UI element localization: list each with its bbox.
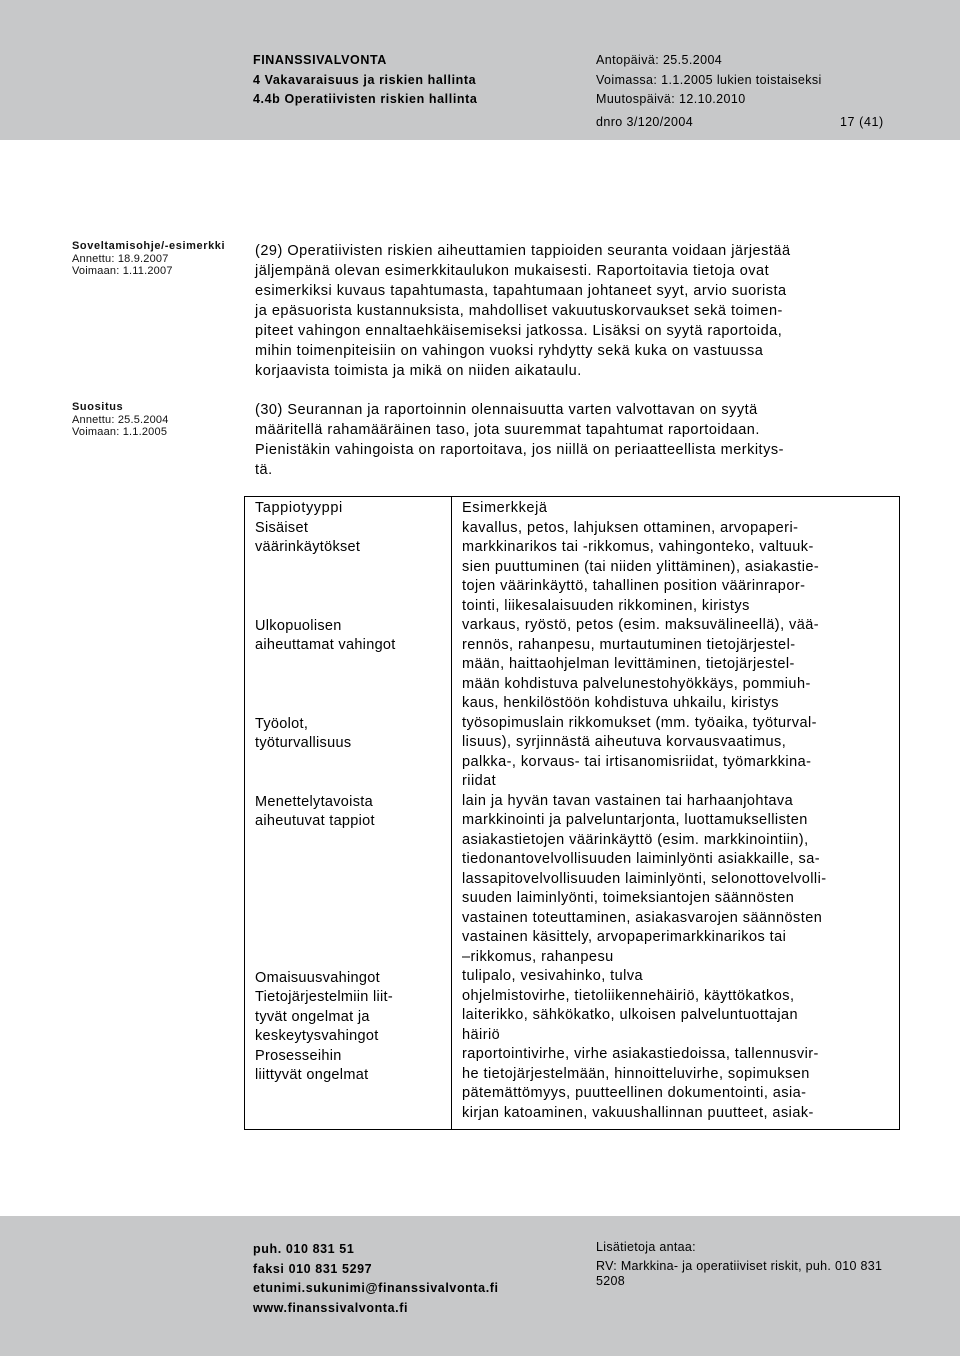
chapter-title: 4 Vakavaraisuus ja riskien hallinta [253, 72, 477, 87]
text-line: väärinkäytökset [255, 539, 361, 555]
fax-number: faksi 010 831 5297 [253, 1261, 373, 1276]
text-line: riidat [462, 773, 497, 789]
loss-type-column [245, 497, 452, 1130]
table-row [245, 497, 900, 1130]
side-note-effective: Voimaan: 1.1.2005 [72, 426, 168, 439]
text-line: markkinointi ja palveluntarjonta, luottamuksellisten [462, 812, 808, 828]
text-line: esimerkiksi kuvaus tapahtumasta, tapahtumaan johtaneet syyt, arvio suorista [255, 283, 787, 299]
text-line: aiheutuvat tappiot [255, 813, 375, 829]
modified-date: Muutospäivä: 12.10.2010 [596, 92, 746, 106]
text-line: lisuus), syrjinnästä aiheutuva korvausvaatimus, [462, 734, 787, 750]
text-line: työturvallisuus [255, 735, 352, 751]
examples-cell [462, 616, 899, 714]
text-line: tojen väärinkäyttö, tahallinen position väärinrapor- [462, 578, 806, 594]
text-line: –rikkomus, rahanpesu [462, 948, 614, 965]
loss-type-cell [255, 519, 451, 558]
text-line: mihin toimenpiteisiin on vahingon vuoksi ryhdytty sekä kuka on vastuussa [255, 343, 764, 359]
text-line: mään, haittaohjelman levittäminen, tietojärjestel- [462, 656, 795, 672]
text-line: työsopimuslain rikkomukset (mm. työaika, työturval- [462, 714, 817, 731]
text-line: tiedonantovelvollisuuden laiminlyönti asiakkaille, sa- [462, 851, 820, 867]
further-info [596, 1240, 886, 1290]
text-line: piteet vahingon ennaltaehkäisemiseksi jatkossa. Lisäksi on syytä raportoida, [255, 323, 783, 339]
paragraph-30 [255, 400, 895, 480]
text-line: lain ja hyvän tavan vastainen tai harhaanjohtava [462, 792, 794, 809]
text-line: Työolot, [255, 715, 309, 732]
text-line: kirjan katoaminen, vakuushallinnan puutteet, asiak- [462, 1104, 814, 1121]
examples-cell [462, 987, 899, 1046]
text-line: ohjelmistovirhe, tietoliikennehäiriö, käyttökatkos, [462, 987, 795, 1004]
section-title: 4.4b Operatiivisten riskien hallinta [253, 92, 478, 106]
side-note-effective: Voimaan: 1.11.2007 [72, 265, 173, 278]
text-line: Tietojärjestelmiin liit- [255, 989, 393, 1005]
text-line: tyvät ongelmat ja [255, 1008, 370, 1025]
text-line: markkinarikos tai -rikkomus, vahingonteko, valtuuk- [462, 539, 814, 555]
text-line: ja epäsuorista kustannuksista, mahdolliset vakuutuskorvaukset sekä toimen- [255, 303, 783, 319]
loss-type-cell [255, 988, 451, 1047]
text-line: lassapitovelvollisuuden laiminlyönti, selonottovelvolli- [462, 870, 827, 887]
header-left [253, 51, 477, 110]
examples-cell [462, 714, 899, 792]
text-line: mään kohdistuva palvelunestohyökkäys, pommiuh- [462, 675, 811, 692]
paragraph-29 [255, 241, 895, 381]
text-line: (29) Operatiivisten riskien aiheuttamien tappioiden seuranta voidaan järjestää [255, 243, 791, 259]
text-line: häiriö [462, 1026, 501, 1043]
text-line: vastainen toteuttaminen, asiakasvarojen säännösten [462, 909, 823, 926]
email-address[interactable]: etunimi.sukunimi@finanssivalvonta.fi [253, 1281, 499, 1295]
examples-column [452, 497, 900, 1130]
text-line: korjaavista toimista ja mikä on niiden aikataulu. [255, 363, 582, 379]
text-line: (30) Seurannan ja raportoinnin olennaisuutta varten valvottavan on syytä [255, 402, 758, 418]
text-line: Pienistäkin vahingoista on raportoitava, jos niillä on periaatteellista merkitys- [255, 442, 784, 458]
org-name: FINANSSIVALVONTA [253, 53, 387, 67]
text-line: laiterikko, sähkökatko, ulkoisen palveluntuottajan [462, 1007, 799, 1023]
loss-type-cell [255, 1047, 451, 1086]
loss-type-cell [255, 969, 451, 989]
side-note-issued: Annettu: 18.9.2007 [72, 252, 169, 265]
side-note-guidance [72, 240, 225, 278]
website-link[interactable]: www.finanssivalvonta.fi [253, 1300, 409, 1315]
text-line: tä. [255, 462, 273, 478]
text-line: palkka-, korvaus- tai irtisanomisriidat, työmarkkina- [462, 753, 812, 770]
text-line: aiheuttamat vahingot [255, 637, 396, 653]
loss-type-cell [255, 715, 451, 754]
text-line: he tietojärjestelmään, hinnoitteluvirhe, sopimuksen [462, 1065, 810, 1082]
side-note-issued: Annettu: 25.5.2004 [72, 413, 169, 426]
text-line: sien puuttuminen (tai niiden ylittäminen), asiakastie- [462, 558, 820, 575]
text-line: pätemättömyys, puutteellinen dokumentointi, asia- [462, 1085, 807, 1101]
issue-date: Antopäivä: 25.5.2004 [596, 53, 723, 67]
loss-type-cell [255, 617, 451, 656]
examples-cell [462, 792, 899, 968]
text-line: raportointivirhe, virhe asiakastiedoissa, tallennusvir- [462, 1046, 819, 1062]
loss-type-table [244, 496, 900, 1130]
side-note-title: Soveltamisohje/-esimerkki [72, 240, 226, 252]
text-line: keskeytysvahingot [255, 1028, 379, 1044]
text-line: liittyvät ongelmat [255, 1067, 369, 1083]
examples-cell [462, 519, 899, 617]
side-note-title: Suositus [72, 401, 124, 413]
header-right [596, 51, 822, 110]
text-line: määritellä rahamääräinen taso, jota suuremmat tapahtumat raportoidaan. [255, 422, 760, 438]
text-line: kavallus, petos, lahjuksen ottaminen, arvopaperi- [462, 519, 799, 536]
text-line: rennös, rahanpesu, murtautuminen tietojärjestel- [462, 636, 796, 653]
further-info-label: Lisätietoja antaa: [596, 1240, 696, 1254]
text-line: Omaisuusvahingot [255, 969, 380, 986]
text-line: varkaus, ryöstö, petos (esim. maksuvälineellä), vää- [462, 617, 820, 633]
column-header-examples: Esimerkkejä [462, 500, 548, 516]
text-line: asiakastietojen väärinkäyttö (esim. markkinointiin), [462, 831, 809, 848]
text-line: Sisäiset [255, 519, 309, 536]
page-number: 17 (41) [840, 115, 884, 129]
text-line: vastainen käsittely, arvopaperimarkkinarikos tai [462, 929, 787, 945]
text-line: tointi, liikesalaisuuden rikkominen, kiristys [462, 597, 750, 614]
text-line: jäljempänä olevan esimerkkitaulukon mukaisesti. Raportoitavia tietoja ovat [255, 263, 770, 279]
column-header-loss-type: Tappiotyyppi [255, 500, 343, 516]
further-info-contact: RV: Markkina- ja operatiiviset riskit, puh. 010 831 5208 [596, 1258, 883, 1289]
text-line: kaus, henkilöstöön kohdistuva uhkailu, kiristys [462, 695, 779, 711]
text-line: Menettelytavoista [255, 793, 373, 810]
validity: Voimassa: 1.1.2005 lukien toistaiseksi [596, 72, 822, 87]
text-line: Prosesseihin [255, 1047, 342, 1064]
examples-cell [462, 967, 899, 987]
loss-type-cell [255, 793, 451, 832]
side-note-recommendation [72, 401, 169, 439]
text-line: tulipalo, vesivahinko, tulva [462, 968, 644, 984]
document-number: dnro 3/120/2004 [596, 115, 694, 129]
contact-info [253, 1240, 499, 1318]
phone-number: puh. 010 831 51 [253, 1242, 355, 1256]
text-line: suuden laiminlyönti, toimeksiantojen säännösten [462, 890, 795, 906]
examples-cell [462, 1045, 899, 1123]
text-line: Ulkopuolisen [255, 617, 342, 634]
